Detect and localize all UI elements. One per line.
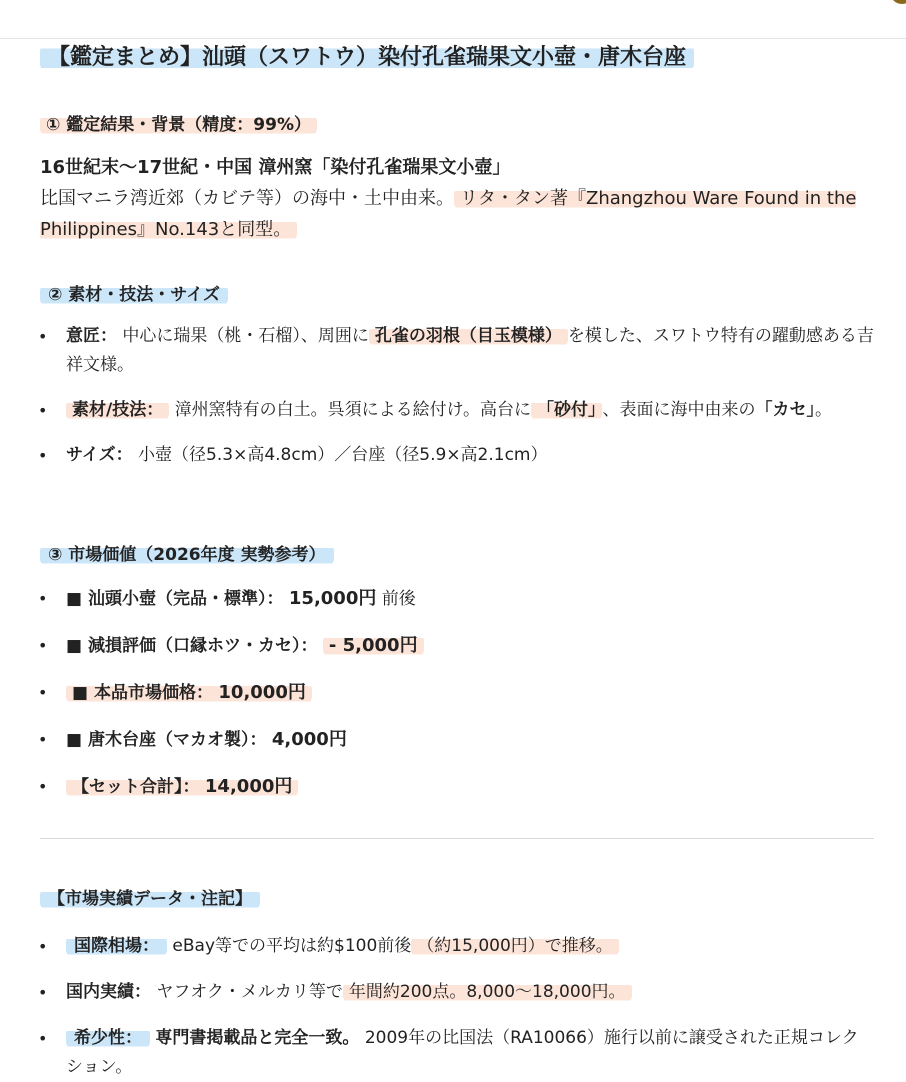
- material-list: [40, 322, 874, 470]
- list-item: • 意匠： 中心に瑞果（桃・石榴）、周囲に 孔雀の羽根（目玉模様） を模した、スワトウ特有の躍動感ある吉祥文様。: [40, 322, 874, 380]
- appraisal-text: [40, 152, 874, 245]
- list-item: • ■ 減損評価（口縁ホツ・カセ）： - 5,000円: [40, 631, 874, 661]
- section-heading-appraisal: ① 鑑定結果・背景（精度：99%）: [40, 110, 317, 135]
- list-item: • ■ 本品市場価格： 10,000円: [40, 678, 874, 708]
- list-item: • 希少性： 専門書掲載品と完全一致。 2009年の比国法（RA10066）施行以前に譲受された正規コレクション。: [40, 1024, 874, 1082]
- appraisal-provenance-line: 比国マニラ湾近郊（カビテ等）の海中・土中由来。 リタ・タン著『Zhangzhou Ware Found in the Philippines』No.143と同型。: [40, 188, 857, 240]
- list-item: • 【セット合計】： 14,000円: [40, 772, 874, 802]
- list-item: • ■ 汕頭小壺（完品・標準）： 15,000円 前後: [40, 584, 874, 614]
- list-item: • 国内実績： ヤフオク・メルカリ等で 年間約200点。8,000〜18,000円。: [40, 978, 874, 1007]
- list-item: • ■ 唐木台座（マカオ製）： 4,000円: [40, 725, 874, 755]
- browser-top-bar: [0, 0, 906, 39]
- list-item: • 素材/技法： 漳州窯特有の白土。呉須による絵付け。高台に 「砂付」 、表面に海中由来の「カセ」。: [40, 396, 874, 425]
- market-value-list: [40, 584, 874, 802]
- section-heading-material: ② 素材・技法・サイズ: [40, 280, 228, 305]
- market-data-list: [40, 932, 874, 1082]
- page-title: 【鑑定まとめ】汕頭（スワトウ）染付孔雀瑞果文小壺・唐木台座: [40, 40, 694, 71]
- list-item: • サイズ： 小壺（径5.3×高4.8cm）／台座（径5.9×高2.1cm）: [40, 441, 874, 470]
- section-heading-market-value: ③ 市場価値（2026年度 実勢参考）: [40, 540, 334, 565]
- section-divider: [40, 838, 874, 839]
- section-heading-market-data: 【市場実績データ・注記】: [40, 884, 260, 909]
- list-item: • 国際相場： eBay等での平均は約$100前後 （約15,000円）で推移。: [40, 932, 874, 961]
- profile-avatar-icon[interactable]: [890, 0, 906, 4]
- appraisal-origin-line: 16世紀末〜17世紀・中国 漳州窯「染付孔雀瑞果文小壺」: [40, 157, 511, 178]
